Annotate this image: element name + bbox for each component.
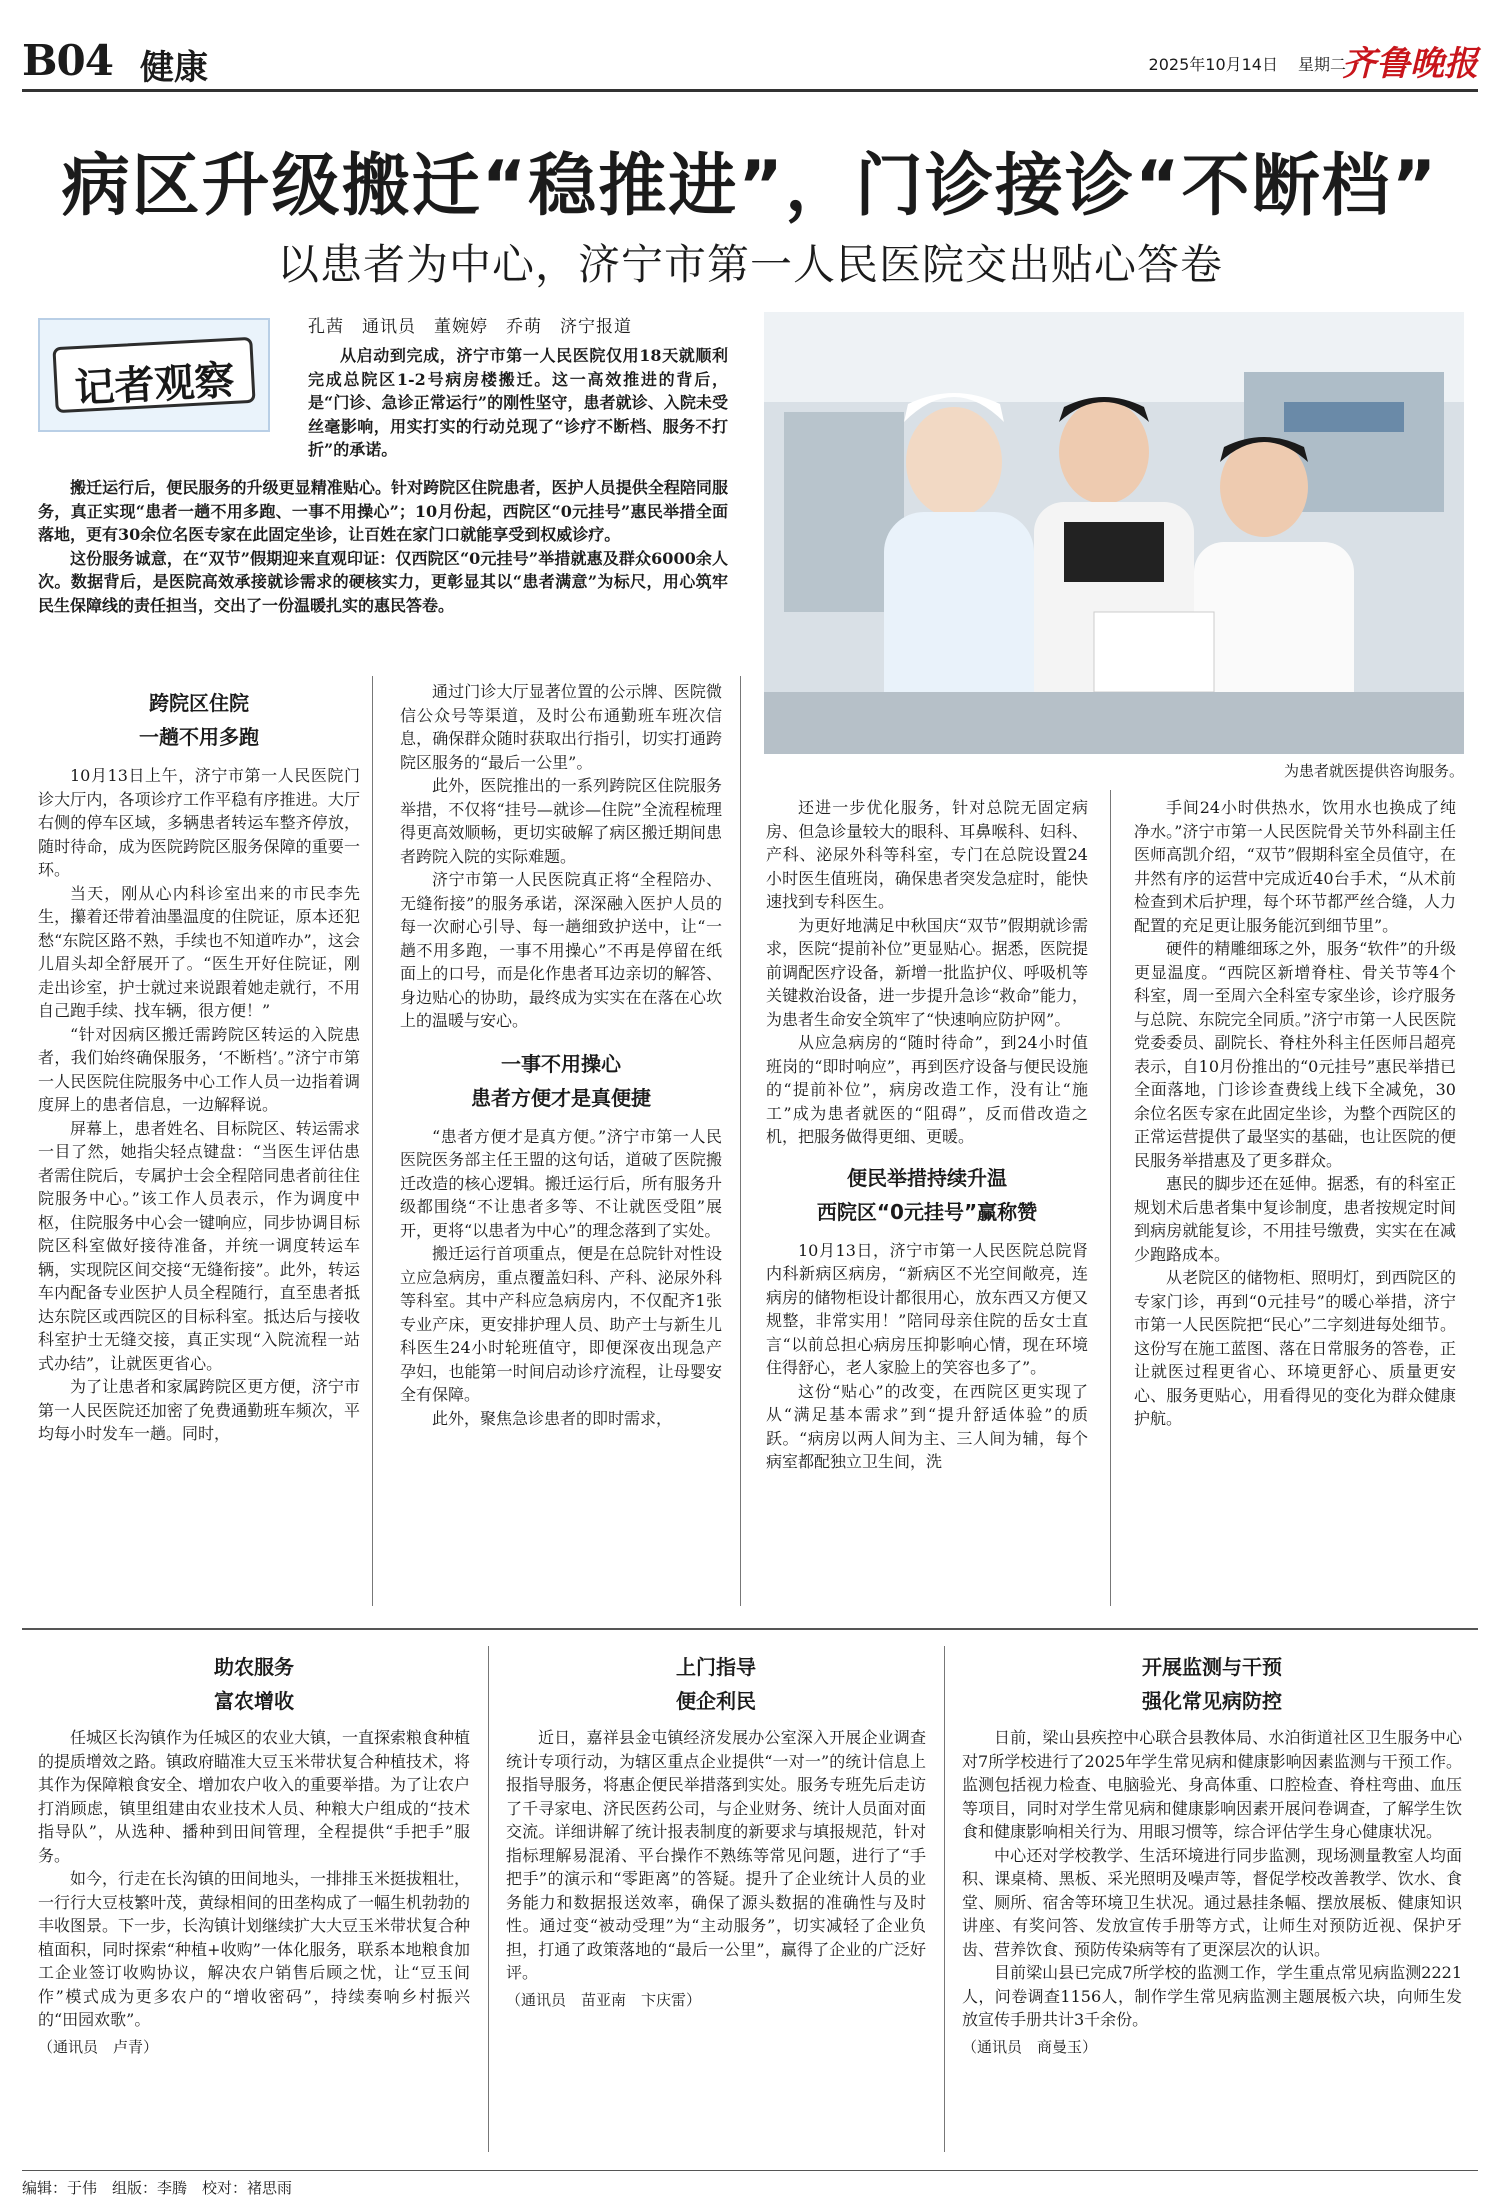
brief-author: （通讯员 卢青）: [38, 2037, 159, 2056]
column-rule: [1110, 790, 1111, 1606]
photo-illustration: [764, 312, 1464, 754]
body-para: 通过门诊大厅显著位置的公示牌、医院微信公众号等渠道，及时公布通勤班车班次信息，确保群众随时获取出行指引，切实打通跨院区服务的“最后一公里”。: [400, 682, 722, 772]
column-rule: [372, 676, 373, 1606]
brief-para: 如今，行走在长沟镇的田间地头，一排排玉米挺拔粗壮，一行行大豆枝繁叶茂，黄绿相间的田垄构成了一幅生机勃勃的丰收图景。下一步，长沟镇计划继续扩大大豆玉米带状复合种植面积，同时探索“种植+收购”一体化服务，联系本地粮食加工企业签订收购协议，解决农户销售后顾之忧，让“豆玉间作”模式成为更多农户的“增收密码”，持续奏响乡村振兴的“田园欢歌”。: [38, 1869, 471, 2029]
body-para: 惠民的脚步还在延伸。据悉，有的科室正规划术后患者集中复诊制度，患者按规定时间到病房就能复诊，不用挂号缴费，实实在在减少跑路成本。: [1134, 1174, 1456, 1264]
body-para: 这份“贴心”的改变，在西院区更实现了从“满足基本需求”到“提升舒适体验”的质跃。“病房以两人间为主、三人间为辅，每个病室都配独立卫生间，洗: [766, 1381, 1088, 1471]
body-para: 还进一步优化服务，针对总院无固定病房、但急诊量较大的眼科、耳鼻喉科、妇科、产科、泌尿外科等科室，专门在总院设置24小时医生值班岗，确保患者突发急症时，能快速找到专科医生。: [766, 798, 1088, 911]
brief-para: 近日，嘉祥县金屯镇经济发展办公室深入开展企业调查统计专项行动，为辖区重点企业提供“一对一”的统计信息上报指导服务，将惠企便民举措落到实处。服务专班先后走访了千寻家电、济民医药公司，与企业财务、统计人员面对面交流。详细讲解了统计报表制度的新要求与填报规范，针对指标理解易混淆、平台操作不熟练等常见问题，进行了“手把手”的演示和“零距离”的答疑。提升了企业统计人员的业务能力和数据报送效率，确保了源头数据的准确性与及时性。通过变“被动受理”为“主动服务”，切实减轻了企业负担，打通了政策落地的“最后一公里”，赢得了企业的广泛好评。: [506, 1728, 926, 1982]
article-column-1: [38, 686, 360, 1446]
brief-para: 日前，梁山县疾控中心联合县教体局、水泊街道社区卫生服务中心对7所学校进行了2025年学生常见病和健康影响因素监测与干预工作。监测包括视力检查、电脑验光、身高体重、口腔检查、脊柱弯曲、血压等项目，同时对学生常见病和健康影响因素开展问卷调查，了解学生饮食和健康影响相关行为、用眼习惯等，综合评估学生身心健康状况。: [962, 1728, 1462, 1841]
lead-summary-para: 搬迁运行后，便民服务的升级更显精准贴心。针对跨院区住院患者，医护人员提供全程陪同服务，真正实现“患者一趟不用多跑、一事不用操心”；10月份起，西院区“0元挂号”惠民举措全面落地，更有30余位名医专家在此固定坐诊，让百姓在家门口就能享受到权威诊疗。: [38, 478, 728, 544]
brief-para: 中心还对学校教学、生活环境进行同步监测，现场测量教室人均面积、课桌椅、黑板、采光照明及噪声等，督促学校改善教学、饮水、食堂、厕所、宿舍等环境卫生状况。通过悬挂条幅、摆放展板、健康知识讲座、有奖问答、发放宣传手册等方式，让师生对预防近视、保护牙齿、营养饮食、预防传染病等有了更深层次的认识。: [962, 1845, 1462, 1959]
article-photo: [764, 312, 1464, 754]
body-para: 手间24小时供热水，饮用水也换成了纯净水。”济宁市第一人民医院骨关节外科副主任医师高凯介绍，“双节”假期科室全员值守，在井然有序的运营中完成近40台手术，“从术前检查到术后护理，每个环节都严丝合缝，人力配置的充足更让服务能沉到细节里”。: [1134, 798, 1456, 935]
brief-author: （通讯员 苗亚南 卞庆雷）: [506, 1990, 702, 2009]
subhead-1: 跨院区住院: [149, 691, 249, 715]
brief-author: （通讯员 商曼玉）: [962, 2037, 1098, 2056]
brief-title-1: 助农服务: [214, 1655, 294, 1679]
body-para: 10月13日，济宁市第一人民医院总院肾内科新病区病房，“新病区不光空间敞亮，连病房的储物柜设计都很用心，放东西又方便又规整，非常实用！”陪同母亲住院的岳女士直言“以前总担心病房压抑影响心情，现在环境住得舒心，老人家脸上的笑容也多了”。: [766, 1240, 1088, 1377]
section-divider: [22, 1628, 1478, 1630]
body-para: 屏幕上，患者姓名、目标院区、转运需求一目了然，她指尖轻点键盘：“当医生评估患者需住院后，专属护士会全程陪同患者前往住院服务中心。”该工作人员表示，作为调度中枢，住院服务中心会一键响应，同步协调目标院区科室做好接待准备，并统一调度转运车辆，实现院区间交接“无缝衔接”。此外，转运车内配备专业医护人员全程随行，直至患者抵达东院区或西院区的目标科室。抵达后与接收科室护士无缝交接，真正实现“入院流程一站式办结”，让就医更省心。: [38, 1118, 360, 1373]
brief-title-2: 强化常见病防控: [1142, 1689, 1282, 1713]
column-rule: [488, 1646, 489, 2152]
body-para: “患者方便才是真方便。”济宁市第一人民医院医务部主任王盟的这句话，道破了医院搬迁改造的核心逻辑。搬迁运行后，所有服务升级都围绕“不让患者多等、不让就医受阻”展开，更将“以患者为中心”的理念落到了实处。: [400, 1126, 722, 1240]
newspaper-logo: 齐鲁晚报: [1342, 44, 1478, 84]
lead-summary: [38, 476, 728, 617]
body-para: 搬迁运行首项重点，便是在总院针对性设立应急病房，重点覆盖妇科、产科、泌尿外科等科室。其中产科应急病房内，不仅配齐1张专业产床，更安排护理人员、助产士与新生儿科医生24小时轮班值守，即便深夜出现急产孕妇，也能第一时间启动诊疗流程，让母婴安全有保障。: [400, 1244, 722, 1404]
subhead-2: 患者方便才是真便捷: [471, 1085, 651, 1110]
body-para: “针对因病区搬迁需跨院区转运的入院患者，我们始终确保服务，‘不断档’。”济宁市第一人民医院住院服务中心工作人员一边指着调度屏上的患者信息，一边解释说。: [38, 1024, 360, 1114]
subhead-2: 一趟不用多跑: [139, 725, 259, 749]
subhead-1: 便民举措持续升温: [847, 1165, 1007, 1190]
page-footer: 编辑：于伟 组版：李腾 校对：褚思雨: [22, 2170, 1478, 2198]
body-para: 从老院区的储物柜、照明灯，到西院区的专家门诊，再到“0元挂号”的暖心举措，济宁市第一人民医院把“民心”二字刻进每处细节。这份写在施工蓝图、落在日常服务的答卷，正让就医过程更省心、环境更舒心、质量更安心、服务更贴心，用看得见的变化为群众健康护航。: [1134, 1268, 1456, 1428]
brief-para: 任城区长沟镇作为任城区的农业大镇，一直探索粮食种植的提质增效之路。镇政府瞄准大豆玉米带状复合种植技术，将其作为保障粮食安全、增加农户收入的重要举措。为了让农户打消顾虑，镇里组建由农业技术人员、种粮大户组成的“技术指导队”，从选种、播种到田间管理，全程提供“手把手”服务。: [38, 1728, 471, 1865]
photo-caption: 为患者就医提供咨询服务。: [1283, 762, 1464, 780]
subhead-2: 西院区“0元挂号”赢称赞: [816, 1199, 1038, 1224]
badge-box: [52, 337, 255, 413]
body-para: 从应急病房的“随时待命”，到24小时值班岗的“即时响应”，再到医疗设备与便民设施的“提前补位”，病房改造工作，没有让“施工”成为患者就医的“阻碍”，反而借改造之机，把服务做得更细、更暖。: [766, 1033, 1088, 1146]
issue-weekday: 星期二: [1297, 55, 1346, 74]
brief-1: [38, 1650, 470, 2057]
brief-para: 目前梁山县已完成7所学校的监测工作，学生重点常见病监测2221人，问卷调查1156人，制作学生常见病监测主题展板六块，向师生发放宣传手册共计3千余份。: [962, 1963, 1462, 2029]
issue-date: 2025年10月14日: [1148, 55, 1278, 74]
body-para: 为更好地满足中秋国庆“双节”假期就诊需求，医院“提前补位”更显贴心。据悉，医院提前调配医疗设备，新增一批监护仪、呼吸机等关键救治设备，进一步提升急诊“救命”能力，为患者生命安全筑牢了“快速响应防护网”。: [766, 915, 1088, 1029]
body-para: 此外，聚焦急诊患者的即时需求，: [432, 1408, 673, 1428]
lead-paragraph: 从启动到完成，济宁市第一人民医院仅用18天就顺利完成总院区1-2号病房楼搬迁。这一高效推进的背后，是“门诊、急诊正常运行”的刚性坚守，患者就诊、入院未受丝毫影响，用实打实的行动兑现了“诊疗不断档、服务不打折”的承诺。: [308, 346, 728, 459]
article-column-4: [1134, 796, 1456, 1431]
reporter-badge: [38, 318, 270, 432]
body-para: 当天，刚从心内科诊室出来的市民李先生，攥着还带着油墨温度的住院证，原本还犯愁“东院区路不熟，手续也不知道咋办”，这会儿眉头却全舒展开了。“医生开好住院证，刚走出诊室，护士就过来说跟着她走就行，不用自己跑手续、找车辆，很方便！”: [38, 883, 360, 1020]
column-rule: [740, 676, 741, 1606]
brief-2: [506, 1650, 926, 2010]
page-number: B04: [22, 36, 113, 85]
body-para: 为了让患者和家属跨院区更方便，济宁市第一人民医院还加密了免费通勤班车频次，平均每小时发车一趟。同时，: [38, 1377, 360, 1443]
brief-title-2: 便企利民: [676, 1689, 756, 1713]
subhead-1: 一事不用操心: [501, 1051, 621, 1076]
column-rule: [944, 1646, 945, 2152]
body-para: 10月13日上午，济宁市第一人民医院门诊大厅内，各项诊疗工作平稳有序推进。大厅右侧的停车区域，多辆患者转运车整齐停放，随时待命，成为医院跨院区服务保障的重要一环。: [38, 766, 360, 879]
body-para: 硬件的精雕细琢之外，服务“软件”的升级更显温度。“西院区新增脊柱、骨关节等4个科室，周一至周六全科室专家坐诊，诊疗服务与总院、东院完全同质。”济宁市第一人民医院党委委员、副院长、脊柱外科主任医师吕超亮表示，自10月份推出的“0元挂号”惠民举措已全面落地，门诊诊查费线上线下全减免，30余位名医专家在此固定坐诊，为整个西院区的正常运营提供了最坚实的基础，也让医院的便民服务举措惠及了更多群众。: [1134, 939, 1456, 1170]
badge-text: 记者观察: [73, 357, 236, 413]
article-column-3: [766, 796, 1088, 1474]
byline: 孔茜 通讯员 董婉婷 乔萌 济宁报道: [308, 317, 632, 337]
lead-summary-para: 这份服务诚意，在“双节”假期迎来直观印证：仅西院区“0元挂号”举措就惠及群众6000余人次。数据背后，是医院高效承接就诊需求的硬核实力，更彰显其以“患者满意”为标尺，用心筑牢民生保障线的责任担当，交出了一份温暖扎实的惠民答卷。: [38, 548, 728, 615]
body-para: 济宁市第一人民医院真正将“全程陪办、无缝衔接”的服务承诺，深深融入医护人员的每一次耐心引导、每一趟细致护送中，让“一趟不用多跑，一事不用操心”不再是停留在纸面上的口号，而是化作患者耳边亲切的解答、身边贴心的协助，最终成为实实在在落在心坎上的温暖与安心。: [400, 870, 722, 1030]
section-name: 健康: [140, 48, 208, 88]
article-column-2: [400, 680, 722, 1430]
brief-title-1: 开展监测与干预: [1142, 1655, 1282, 1679]
headline: 病区升级搬迁“稳推进”，门诊接诊“不断档”: [61, 147, 1439, 226]
body-para: 此外，医院推出的一系列跨院区住院服务举措，不仅将“挂号—就诊—住院”全流程梳理得更高效顺畅，更切实破解了病区搬迁期间患者跨院入院的实际难题。: [400, 776, 722, 866]
brief-title-1: 上门指导: [676, 1655, 756, 1679]
brief-3: [962, 1650, 1462, 2057]
subheadline: 以患者为中心，济宁市第一人民医院交出贴心答卷: [276, 240, 1223, 289]
brief-title-2: 富农增收: [214, 1689, 294, 1713]
page-header: [22, 30, 1478, 92]
